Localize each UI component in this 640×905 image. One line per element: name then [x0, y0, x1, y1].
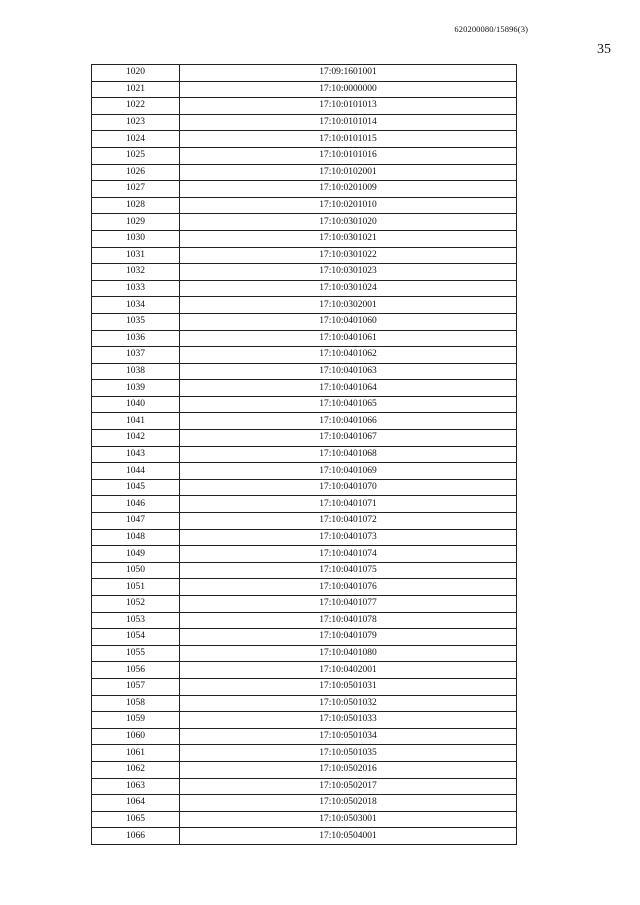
- row-number-cell: 1054: [92, 629, 180, 646]
- row-number-cell: 1020: [92, 65, 180, 82]
- cadastral-code-cell: 17:10:0401071: [180, 496, 517, 513]
- table-row: [92, 214, 517, 231]
- row-number-cell: 1044: [92, 463, 180, 480]
- cadastral-code-cell: 17:10:0101014: [180, 114, 517, 131]
- cadastral-code-cell: 17:10:0401076: [180, 579, 517, 596]
- table-row: [92, 380, 517, 397]
- cadastral-code-cell: 17:10:0504001: [180, 828, 517, 845]
- row-number-cell: 1027: [92, 181, 180, 198]
- row-number-cell: 1024: [92, 131, 180, 148]
- cadastral-code-cell: 17:10:0401080: [180, 645, 517, 662]
- cadastral-code-cell: 17:10:0401066: [180, 413, 517, 430]
- row-number-cell: 1035: [92, 313, 180, 330]
- table-row: [92, 546, 517, 563]
- cadastral-code-cell: 17:10:0401067: [180, 430, 517, 447]
- row-number-cell: 1032: [92, 264, 180, 281]
- cadastral-code-cell: 17:10:0401061: [180, 330, 517, 347]
- table-row: [92, 264, 517, 281]
- row-number-cell: 1031: [92, 247, 180, 264]
- row-number-cell: 1040: [92, 396, 180, 413]
- cadastral-code-cell: 17:10:0401069: [180, 463, 517, 480]
- row-number-cell: 1039: [92, 380, 180, 397]
- table-row: [92, 164, 517, 181]
- table-row: [92, 513, 517, 530]
- cadastral-code-cell: 17:10:0301022: [180, 247, 517, 264]
- row-number-cell: 1050: [92, 562, 180, 579]
- cadastral-code-cell: 17:10:0401079: [180, 629, 517, 646]
- row-number-cell: 1056: [92, 662, 180, 679]
- row-number-cell: 1023: [92, 114, 180, 131]
- table-row: [92, 347, 517, 364]
- table-row: [92, 65, 517, 82]
- row-number-cell: 1041: [92, 413, 180, 430]
- table-row: [92, 313, 517, 330]
- row-number-cell: 1022: [92, 98, 180, 115]
- table-row: [92, 413, 517, 430]
- table-row: [92, 795, 517, 812]
- row-number-cell: 1047: [92, 513, 180, 530]
- table-row: [92, 197, 517, 214]
- table-row: [92, 662, 517, 679]
- table-row: [92, 678, 517, 695]
- table-row: [92, 811, 517, 828]
- row-number-cell: 1059: [92, 712, 180, 729]
- cadastral-code-cell: 17:10:0302001: [180, 297, 517, 314]
- table-row: [92, 579, 517, 596]
- cadastral-code-cell: 17:10:0502017: [180, 778, 517, 795]
- row-number-cell: 1030: [92, 230, 180, 247]
- row-number-cell: 1043: [92, 446, 180, 463]
- row-number-cell: 1046: [92, 496, 180, 513]
- cadastral-code-cell: 17:10:0301021: [180, 230, 517, 247]
- row-number-cell: 1036: [92, 330, 180, 347]
- cadastral-code-cell: 17:10:0502016: [180, 761, 517, 778]
- cadastral-code-cell: 17:10:0401062: [180, 347, 517, 364]
- row-number-cell: 1053: [92, 612, 180, 629]
- cadastral-code-cell: 17:10:0501034: [180, 728, 517, 745]
- row-number-cell: 1042: [92, 430, 180, 447]
- row-number-cell: 1021: [92, 81, 180, 98]
- cadastral-code-cell: 17:10:0101015: [180, 131, 517, 148]
- cadastral-code-cell: 17:10:0401064: [180, 380, 517, 397]
- table-row: [92, 114, 517, 131]
- row-number-cell: 1049: [92, 546, 180, 563]
- row-number-cell: 1029: [92, 214, 180, 231]
- row-number-cell: 1064: [92, 795, 180, 812]
- table-row: [92, 562, 517, 579]
- table-row: [92, 280, 517, 297]
- row-number-cell: 1060: [92, 728, 180, 745]
- cadastral-code-cell: 17:10:0401060: [180, 313, 517, 330]
- row-number-cell: 1055: [92, 645, 180, 662]
- table-row: [92, 828, 517, 845]
- table-body: [92, 65, 517, 845]
- table-row: [92, 529, 517, 546]
- table-row: [92, 446, 517, 463]
- cadastral-code-cell: 17:10:0401077: [180, 596, 517, 613]
- row-number-cell: 1051: [92, 579, 180, 596]
- table-row: [92, 81, 517, 98]
- row-number-cell: 1063: [92, 778, 180, 795]
- document-id: 620200080/15896(3): [454, 24, 528, 34]
- table-row: [92, 247, 517, 264]
- cadastral-code-cell: 17:10:0501032: [180, 695, 517, 712]
- table-row: [92, 363, 517, 380]
- table-row: [92, 396, 517, 413]
- table-row: [92, 131, 517, 148]
- cadastral-code-cell: 17:10:0401073: [180, 529, 517, 546]
- cadastral-code-cell: 17:10:0402001: [180, 662, 517, 679]
- cadastral-code-cell: 17:10:0101013: [180, 98, 517, 115]
- row-number-cell: 1033: [92, 280, 180, 297]
- table-row: [92, 612, 517, 629]
- cadastral-code-cell: 17:10:0501031: [180, 678, 517, 695]
- row-number-cell: 1045: [92, 479, 180, 496]
- cadastral-code-cell: 17:10:0000000: [180, 81, 517, 98]
- table-row: [92, 695, 517, 712]
- page-number: 35: [597, 42, 611, 57]
- cadastral-code-cell: 17:10:0301020: [180, 214, 517, 231]
- table-row: [92, 629, 517, 646]
- cadastral-code-cell: 17:10:0201009: [180, 181, 517, 198]
- table-row: [92, 496, 517, 513]
- table-row: [92, 181, 517, 198]
- row-number-cell: 1034: [92, 297, 180, 314]
- cadastral-code-cell: 17:10:0301023: [180, 264, 517, 281]
- table-row: [92, 778, 517, 795]
- table-row: [92, 297, 517, 314]
- row-number-cell: 1057: [92, 678, 180, 695]
- table-row: [92, 645, 517, 662]
- table-row: [92, 230, 517, 247]
- table-row: [92, 463, 517, 480]
- data-table: [91, 64, 517, 845]
- table-row: [92, 712, 517, 729]
- row-number-cell: 1065: [92, 811, 180, 828]
- cadastral-code-cell: 17:10:0102001: [180, 164, 517, 181]
- row-number-cell: 1025: [92, 147, 180, 164]
- cadastral-code-cell: 17:10:0401063: [180, 363, 517, 380]
- cadastral-code-cell: 17:10:0401072: [180, 513, 517, 530]
- table-row: [92, 761, 517, 778]
- table-row: [92, 330, 517, 347]
- cadastral-code-cell: 17:10:0401075: [180, 562, 517, 579]
- cadastral-code-cell: 17:10:0101016: [180, 147, 517, 164]
- cadastral-code-cell: 17:10:0401070: [180, 479, 517, 496]
- cadastral-code-cell: 17:10:0401068: [180, 446, 517, 463]
- cadastral-code-cell: 17:10:0401065: [180, 396, 517, 413]
- table-row: [92, 479, 517, 496]
- cadastral-code-cell: 17:10:0502018: [180, 795, 517, 812]
- row-number-cell: 1038: [92, 363, 180, 380]
- row-number-cell: 1058: [92, 695, 180, 712]
- cadastral-code-cell: 17:09:1601001: [180, 65, 517, 82]
- table-row: [92, 430, 517, 447]
- row-number-cell: 1061: [92, 745, 180, 762]
- cadastral-code-cell: 17:10:0401074: [180, 546, 517, 563]
- row-number-cell: 1048: [92, 529, 180, 546]
- cadastral-code-cell: 17:10:0201010: [180, 197, 517, 214]
- table-row: [92, 147, 517, 164]
- cadastral-code-cell: 17:10:0503001: [180, 811, 517, 828]
- table-row: [92, 98, 517, 115]
- table-row: [92, 745, 517, 762]
- table-row: [92, 728, 517, 745]
- row-number-cell: 1052: [92, 596, 180, 613]
- cadastral-code-cell: 17:10:0501035: [180, 745, 517, 762]
- cadastral-code-cell: 17:10:0501033: [180, 712, 517, 729]
- row-number-cell: 1037: [92, 347, 180, 364]
- cadastral-code-cell: 17:10:0401078: [180, 612, 517, 629]
- row-number-cell: 1026: [92, 164, 180, 181]
- row-number-cell: 1028: [92, 197, 180, 214]
- row-number-cell: 1062: [92, 761, 180, 778]
- cadastral-code-cell: 17:10:0301024: [180, 280, 517, 297]
- table-row: [92, 596, 517, 613]
- row-number-cell: 1066: [92, 828, 180, 845]
